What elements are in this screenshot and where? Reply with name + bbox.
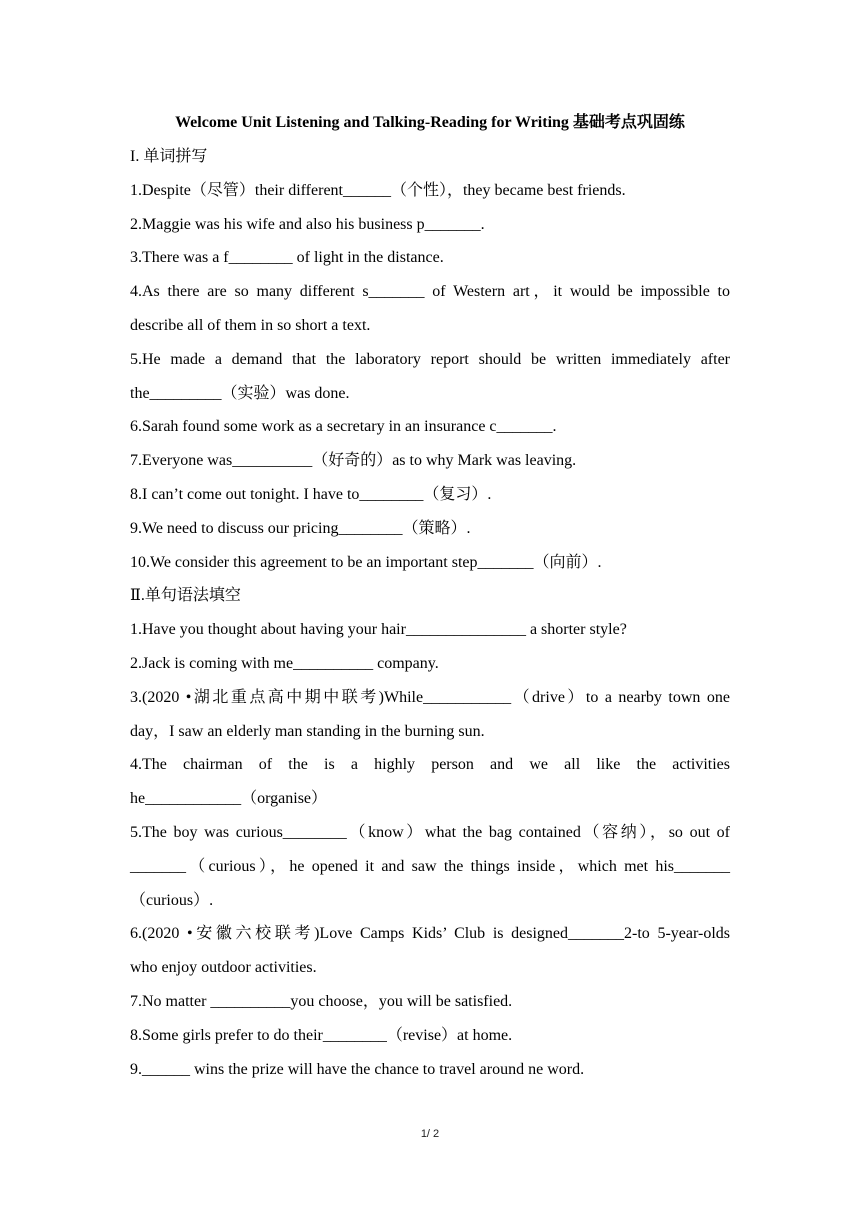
question-line: who enjoy outdoor activities. <box>130 959 317 977</box>
document-page <box>130 106 730 1086</box>
question-line: describe all of them in so short a text. <box>130 316 371 334</box>
question-line: 10.We consider this agreement to be an important step_______（向前）. <box>130 553 602 571</box>
question-line: 2.Maggie was his wife and also his business p_______. <box>130 215 485 233</box>
section-heading-grammar: Ⅱ.单句语法填空 <box>130 587 241 605</box>
question-line: 9.We need to discuss our pricing________（策略）. <box>130 519 471 537</box>
question-line: 9.______ wins the prize will have the chance to travel around ne word. <box>130 1060 585 1078</box>
question-line: 4.The chairman of the is a highly person and we all like the activities <box>130 756 730 774</box>
question-line: day，I saw an elderly man standing in the burning sun. <box>130 722 485 740</box>
question-line: 3.There was a f________ of light in the distance. <box>130 249 444 267</box>
document-title: Welcome Unit Listening and Talking-Reading for Writing 基础考点巩固练 <box>175 114 685 131</box>
question-line: 1.Despite（尽管）their different______（个性），they became best friends. <box>130 181 626 199</box>
question-line: 2.Jack is coming with me__________ company. <box>130 654 439 672</box>
question-line: the_________（实验）was done. <box>130 384 350 402</box>
question-line: 7.No matter __________you choose，you will be satisfied. <box>130 992 513 1010</box>
question-line: 8.I can’t come out tonight. I have to________（复习）. <box>130 485 492 503</box>
question-line: 3.(2020 •湖北重点高中期中联考)While___________（drive）to a nearby town one <box>130 688 730 706</box>
question-line: he____________（organise） <box>130 790 328 808</box>
question-line: （curious）. <box>130 891 214 909</box>
question-line: 7.Everyone was__________（好奇的）as to why Mark was leaving. <box>130 452 577 470</box>
question-line: 5.The boy was curious________（know）what the bag contained（容纳），so out of <box>130 823 730 841</box>
page-number: 1/ 2 <box>420 1128 440 1140</box>
question-line: _______（curious），he opened it and saw the things inside，which met his_______ <box>130 857 730 875</box>
section-heading-spelling: I. 单词拼写 <box>130 148 208 165</box>
question-line: 5.He made a demand that the laboratory report should be written immediately after <box>130 350 730 368</box>
question-line: 1.Have you thought about having your hair_______________ a shorter style? <box>130 621 627 639</box>
question-line: 6.(2020 •安徽六校联考)Love Camps Kids’ Club is designed_______2-to 5-year-olds <box>130 925 730 943</box>
question-line: 4.As there are so many different s_______ of Western art，it would be impossible to <box>130 283 730 301</box>
question-line: 8.Some girls prefer to do their________（revise）at home. <box>130 1026 513 1044</box>
question-line: 6.Sarah found some work as a secretary in an insurance c_______. <box>130 418 557 436</box>
